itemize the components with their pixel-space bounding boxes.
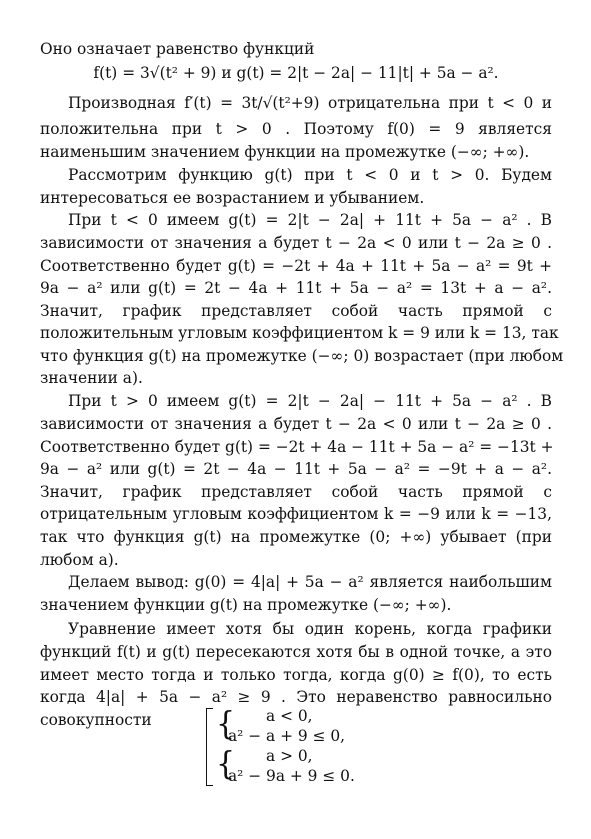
system-row: a² − 9a + 9 ≤ 0. — [228, 767, 355, 785]
text-line: значении a). — [40, 369, 143, 387]
text-line: интересоваться ее возрастанием и убыванием. — [40, 189, 425, 207]
text-line: когда 4|a| + 5a − a² ≥ 9 . Это неравенство равносильно — [40, 688, 552, 706]
curly-brace: { — [216, 746, 236, 783]
square-bracket — [206, 708, 213, 786]
text-line: зависимости от значения a будет t − 2a < 0 или t − 2a ≥ 0 . — [40, 234, 552, 252]
text-line: любом a). — [40, 551, 119, 569]
text-line: Соответственно будет g(t) = −2t + 4a + 11t + 5a − a² = 9t + — [40, 257, 552, 275]
text-line: совокупности — [40, 711, 152, 729]
text-line: 9a − a² или g(t) = 2t − 4a + 11t + 5a − a² = 13t + a − a². — [40, 279, 552, 297]
system-row: a > 0, — [266, 747, 313, 765]
inequality-system — [206, 706, 376, 786]
text-line: так что функция g(t) на промежутке (0; +∞) убывает (при — [40, 528, 552, 546]
system-row: a < 0, — [266, 707, 313, 725]
text-line: значением функции g(t) на промежутке (−∞; +∞). — [40, 596, 452, 614]
text-line: Соответственно будет g(t) = −2t + 4a − 11t + 5a − a² = −13t + — [40, 438, 554, 456]
curly-brace: { — [216, 706, 236, 743]
text-line: Значит, график представляет собой часть прямой с — [40, 302, 552, 320]
text-line: функций f(t) и g(t) пересекаются хотя бы в одной точке, а это — [40, 643, 552, 661]
text-line: При t > 0 имеем g(t) = 2|t − 2a| − 11t + 5a − a² . В — [68, 392, 552, 410]
text-line: Рассмотрим функцию g(t) при t < 0 и t > 0. Будем — [68, 166, 552, 184]
text-line: Делаем вывод: g(0) = 4|a| + 5a − a² является наибольшим — [68, 573, 552, 591]
text-line: что функция g(t) на промежутке (−∞; 0) возрастает (при любом — [40, 347, 564, 365]
text-line: Оно означает равенство функций — [40, 40, 315, 58]
text-line: наименьшим значением функции на промежутке (−∞; +∞). — [40, 143, 530, 161]
text-line: отрицательным угловым коэффициентом k = −9 или k = −13, — [40, 505, 552, 523]
text-line: положительным угловым коэффициентом k = 9 или k = 13, так — [40, 324, 559, 342]
text-line: При t < 0 имеем g(t) = 2|t − 2a| + 11t + 5a − a² . В — [68, 211, 552, 229]
text-line: Производная f′(t) = 3t/√(t²+9) отрицательна при t < 0 и — [68, 94, 552, 112]
text-line: имеет место тогда и только тогда, когда g(0) ≥ f(0), то есть — [40, 666, 552, 684]
text-line: Уравнение имеет хотя бы один корень, когда графики — [68, 620, 552, 638]
text-line: 9a − a² или g(t) = 2t − 4a − 11t + 5a − a² = −9t + a − a². — [40, 460, 552, 478]
text-line: зависимости от значения a будет t − 2a < 0 или t − 2a ≥ 0 . — [40, 415, 552, 433]
text-line: Значит, график представляет собой часть прямой с — [40, 483, 552, 501]
text-line: положительна при t > 0 . Поэтому f(0) = 9 является — [40, 120, 552, 138]
system-row: a² − a + 9 ≤ 0, — [228, 727, 346, 745]
formula-line: f(t) = 3√(t² + 9) и g(t) = 2|t − 2a| − 11|t| + 5a − a². — [93, 64, 499, 82]
